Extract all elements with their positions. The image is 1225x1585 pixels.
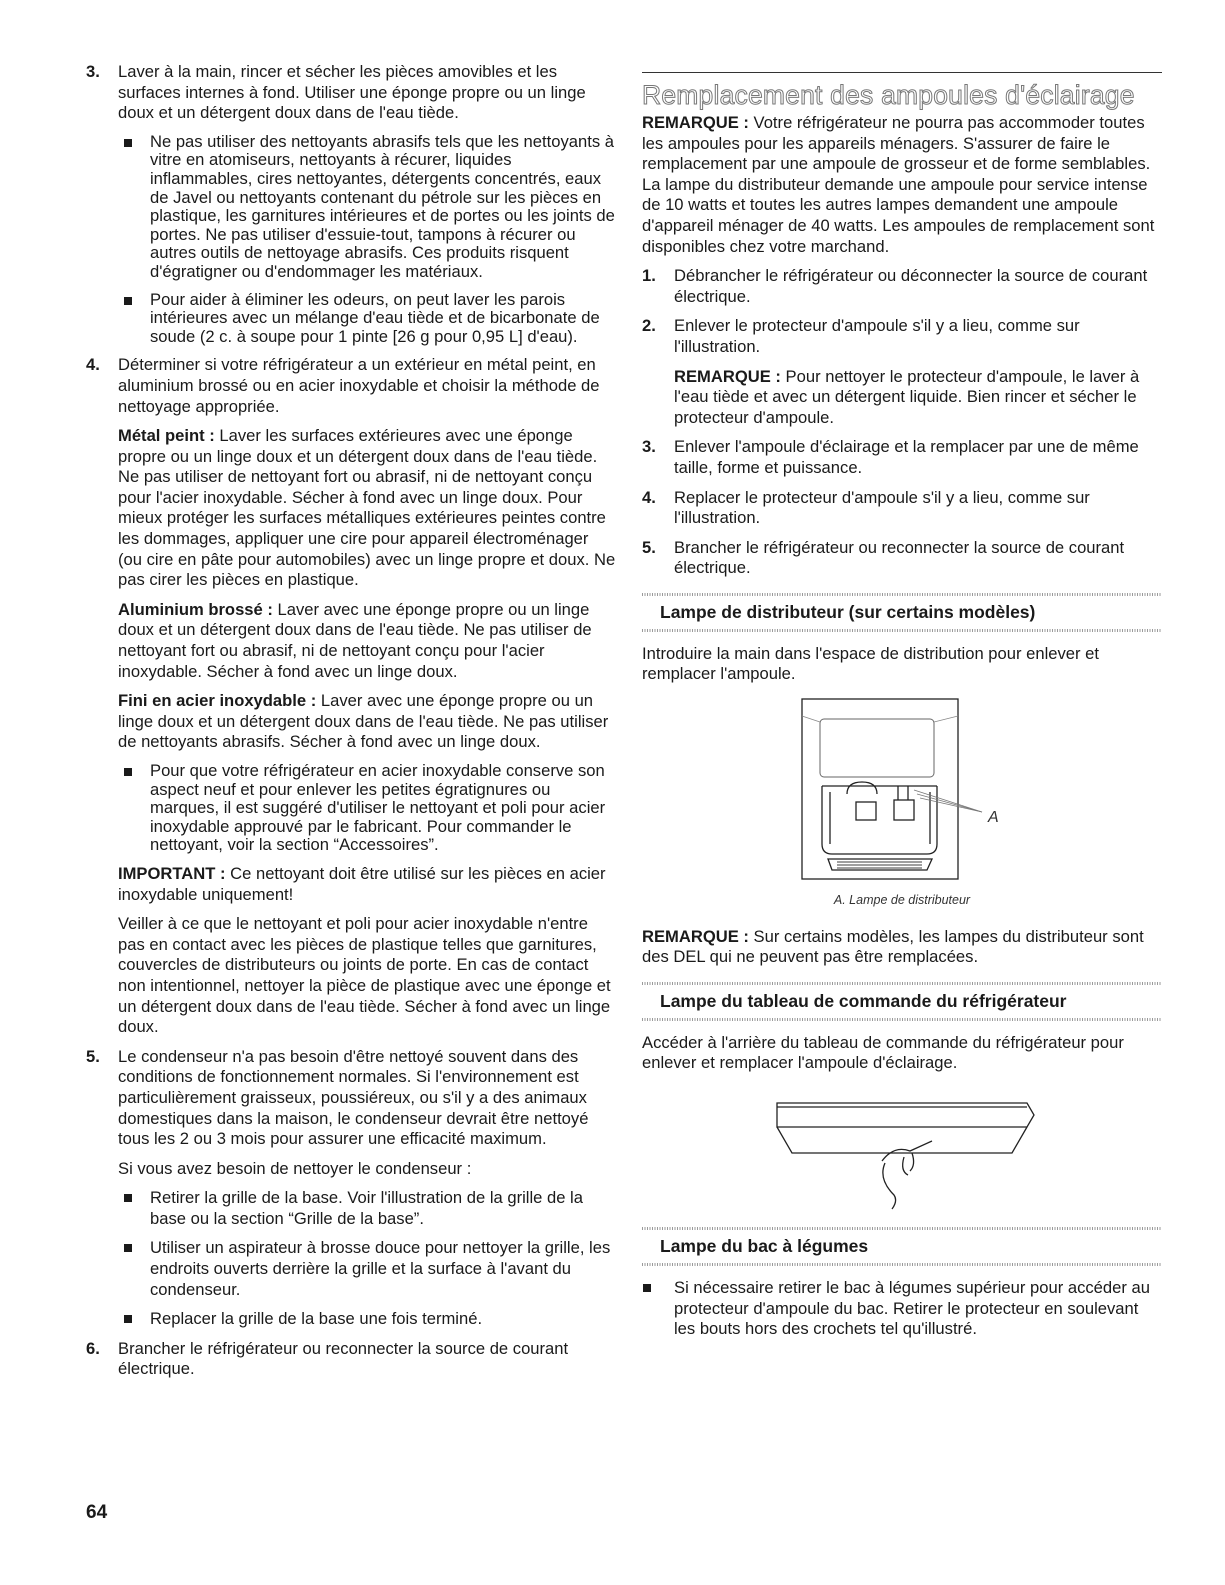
right-column bbox=[642, 62, 1162, 1349]
step-remarque bbox=[674, 367, 1162, 429]
bold-label: Métal peint : bbox=[118, 426, 215, 446]
step-number: 5. bbox=[642, 537, 656, 557]
bold-label: REMARQUE : bbox=[642, 113, 749, 132]
callout-a: A bbox=[988, 809, 999, 827]
top-rule bbox=[642, 72, 1162, 73]
step-number: 5. bbox=[86, 1046, 100, 1066]
dispenser-illustration bbox=[642, 694, 1162, 884]
step-text: Brancher le réfrigérateur ou reconnecter la source de courant électrique. bbox=[118, 1338, 569, 1379]
bullet-item: Utiliser un aspirateur à brosse douce pour nettoyer la grille, les endroits ouverts derrière la grille et la surface à l'avant du condenseur. bbox=[118, 1238, 616, 1300]
step-text: Laver à la main, rincer et sécher les pièces amovibles et les surfaces internes à fond. Utiliser une éponge propre ou un linge doux et un détergent doux dans de l'eau tiède. bbox=[118, 62, 586, 123]
page-number: 64 bbox=[86, 1502, 108, 1523]
bulb-step-4 bbox=[642, 488, 1162, 529]
step-number: 3. bbox=[86, 62, 100, 81]
remarque-paragraph bbox=[642, 113, 1162, 257]
crisper-heading-block bbox=[642, 1227, 1162, 1266]
step-number: 4. bbox=[86, 355, 100, 375]
control-text: Accéder à l'arrière du tableau de commande du réfrigérateur pour enlever et remplacer l'ampoule d'éclairage. bbox=[642, 1032, 1124, 1073]
dispenser-heading-block bbox=[642, 593, 1162, 632]
dispenser-heading: Lampe de distributeur (sur certains modèles) bbox=[660, 601, 1036, 622]
hatch-rule bbox=[642, 629, 1162, 632]
section-title: Remplacement des ampoules d'éclairage bbox=[642, 80, 1135, 110]
bullet-item: Pour que votre réfrigérateur en acier inoxydable conserve son aspect neuf et pour enlever les petites égratignures ou marques, il est suggéré d'utiliser le nettoyant et poli pour acier inoxydable approuvé par le fabricant. Pour commander le nettoyant, voir la section “Accessoires”. bbox=[118, 762, 616, 855]
paragraph-text: Pour nettoyer le protecteur d'ampoule, le laver à l'eau tiède et avec un détergent liquide. Bien rincer et sécher le protecteur d'ampoule. bbox=[674, 366, 1140, 427]
bullet-item: Replacer la grille de la base une fois terminé. bbox=[118, 1309, 616, 1330]
step-text: Débrancher le réfrigérateur ou déconnecter la source de courant électrique. bbox=[674, 266, 1148, 306]
bullet-item: Si nécessaire retirer le bac à légumes supérieur pour accéder au protecteur d'ampoule du bac. Retirer le protecteur en soulevant les bouts hors des crochets tel qu'illustré. bbox=[642, 1278, 1162, 1340]
control-heading: Lampe du tableau de commande du réfrigérateur bbox=[660, 990, 1067, 1011]
caution-paragraph: Veiller à ce que le nettoyant et poli pour acier inoxydable n'entre pas en contact avec les pièces de plastique telles que garnitures, couvercles de distributeurs ou joints de porte. En cas de contact non intentionnel, nettoyer la pièce de plastique avec une éponge et un détergent doux dans de l'eau tiède. Sécher à fond avec un linge doux. bbox=[118, 914, 611, 1037]
control-panel-drawing bbox=[642, 1083, 1162, 1213]
step-6 bbox=[86, 1339, 616, 1380]
bulb-step-2 bbox=[642, 316, 1162, 428]
step-text: Le condenseur n'a pas besoin d'être nettoyé souvent dans des conditions de fonctionnement normales. Si l'environnement est particulièrement graisseux, poussiéreux, ou s'il y a des animaux domestiques dans la maison, le condenseur devrait être nettoyé tous les 2 ou 3 mois pour assurer une efficacité maximum. bbox=[118, 1046, 589, 1149]
step-number: 4. bbox=[642, 487, 656, 507]
bold-label: Fini en acier inoxydable : bbox=[118, 691, 317, 711]
hatch-rule bbox=[642, 1018, 1162, 1021]
dispenser-text: Introduire la main dans l'espace de distribution pour enlever et remplacer l'ampoule. bbox=[642, 643, 1100, 684]
step-text: Enlever le protecteur d'ampoule s'il y a lieu, comme sur l'illustration. bbox=[674, 316, 1080, 356]
paragraph-text: Laver les surfaces extérieures avec une éponge propre ou un linge doux et un détergent doux dans de l'eau tiède. Ne pas utiliser de nettoyant fort ou abrasif, ni de nettoyant conçu pour l'acier inoxydable. Sécher à fond avec un linge doux. Pour mieux protéger les surfaces métalliques extérieures peintes contre les dommages, appliquer une cire pour appareil électroménager (ou cire en pâte pour automobiles) avec un linge propre et doux. Ne pas cirer les pièces en plastique. bbox=[118, 426, 616, 590]
bullet-item: Retirer la grille de la base. Voir l'illustration de la grille de la base ou la section “Grille de la base”. bbox=[118, 1188, 616, 1229]
hatch-rule bbox=[642, 1263, 1162, 1266]
step-text: Déterminer si votre réfrigérateur a un extérieur en métal peint, en aluminium brossé ou en acier inoxydable et choisir la méthode de nettoyage appropriée. bbox=[118, 355, 600, 416]
dispenser-drawing bbox=[642, 694, 1162, 884]
bulb-step-3 bbox=[642, 437, 1162, 478]
dispenser-remarque bbox=[642, 927, 1162, 968]
step-text: Enlever l'ampoule d'éclairage et la remplacer par une de même taille, forme et puissance. bbox=[674, 437, 1139, 477]
step-3 bbox=[86, 62, 616, 346]
step-4 bbox=[86, 355, 616, 1037]
painted-metal-paragraph bbox=[118, 426, 616, 591]
step-5 bbox=[86, 1047, 616, 1330]
bold-label: REMARQUE : bbox=[674, 366, 781, 386]
left-column bbox=[86, 62, 616, 1389]
control-heading-block bbox=[642, 982, 1162, 1021]
bullet-item: Pour aider à éliminer les odeurs, on peut laver les parois intérieures avec un mélange d'eau tiède et de bicarbonate de soude (2 c. à soupe pour 1 pinte [26 g pour 0,95 L] d'eau). bbox=[118, 291, 616, 347]
control-panel-illustration bbox=[642, 1083, 1162, 1213]
step-text: Replacer le protecteur d'ampoule s'il y a lieu, comme sur l'illustration. bbox=[674, 487, 1090, 528]
figure-caption: A. Lampe de distributeur bbox=[833, 893, 971, 908]
step-text: Brancher le réfrigérateur ou reconnecter la source de courant électrique. bbox=[674, 537, 1125, 578]
bulb-step-5 bbox=[642, 538, 1162, 579]
step-number: 6. bbox=[86, 1338, 100, 1358]
bold-label: IMPORTANT : bbox=[118, 863, 226, 883]
step-text-2: Si vous avez besoin de nettoyer le condenseur : bbox=[118, 1158, 472, 1178]
crisper-heading: Lampe du bac à légumes bbox=[660, 1236, 869, 1257]
step-number: 2. bbox=[642, 316, 656, 336]
paragraph-text: Sur certains modèles, les lampes du distributeur sont des DEL qui ne peuvent pas être remplacées. bbox=[642, 926, 1144, 967]
paragraph-text: Laver avec une éponge propre ou un linge doux et un détergent doux dans de l'eau tiède. Ne pas utiliser de nettoyants abrasifs. Sécher à fond avec un linge doux. bbox=[118, 691, 609, 752]
paragraph-text: Votre réfrigérateur ne pourra pas accommoder toutes les ampoules pour les appareils ménagers. S'assurer de faire le remplacement par une ampoule de grosseur et de forme semblables. La lampe du distributeur demande une ampoule pour service intense de 10 watts et toutes les autres lampes demandent une ampoule d'appareil ménager de 40 watts. Les ampoules de remplacement sont disponibles chez votre marchand. bbox=[642, 113, 1155, 256]
stainless-paragraph bbox=[118, 691, 616, 753]
bullet-item: Ne pas utiliser des nettoyants abrasifs tels que les nettoyants à vitre en atomiseurs, nettoyants à récurer, liquides inflammables, cires nettoyantes, détergents concentrés, eaux de Javel ou nettoyants contenant du pétrole sur les pièces en plastique, les garnitures intérieures et de portes ou les joints de portes. Ne pas utiliser d'essuie-tout, tampons à récurer ou autres outils de nettoyage abrasifs. Ces produits risquent d'égratigner ou d'endommager les matériaux. bbox=[118, 133, 616, 282]
bulb-step-1 bbox=[642, 266, 1162, 307]
bold-label: REMARQUE : bbox=[642, 926, 749, 946]
paragraph-text: Ce nettoyant doit être utilisé sur les pièces en acier inoxydable uniquement! bbox=[118, 863, 606, 904]
brushed-aluminum-paragraph bbox=[118, 600, 616, 682]
important-paragraph bbox=[118, 864, 616, 905]
step-number: 3. bbox=[642, 437, 656, 457]
step-number: 1. bbox=[642, 266, 656, 286]
paragraph-text: Laver avec une éponge propre ou un linge doux et un détergent doux dans de l'eau tiède. Ne pas utiliser de nettoyant fort ou abrasif, ni de nettoyant conçu pour l'acier inoxydable. Sécher à fond avec un linge doux. bbox=[118, 599, 592, 681]
bold-label: Aluminium brossé : bbox=[118, 599, 273, 619]
